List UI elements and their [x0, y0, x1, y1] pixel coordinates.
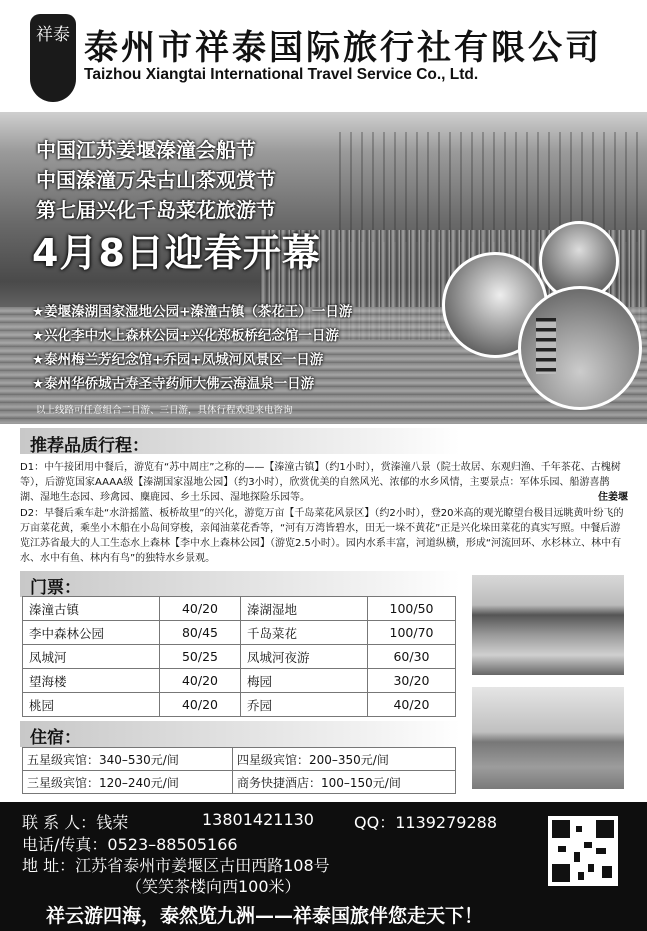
tour-line-2: ★兴化李中水上森林公园+兴化郑板桥纪念馆一日游 — [32, 328, 339, 344]
day-1-stay: 住姜堰 — [598, 492, 628, 503]
ticket-name: 桃园 — [23, 693, 160, 717]
pagoda-icon — [536, 318, 556, 374]
hotels-title-bar — [20, 721, 460, 747]
day-1-label: D1： — [20, 462, 45, 473]
table-row — [23, 771, 456, 794]
ticket-name: 溱潼古镇 — [23, 597, 160, 621]
table-row — [23, 621, 456, 645]
contact-person-label: 联 系 人： — [22, 813, 97, 832]
phone-number: 0523–88505166 — [107, 835, 238, 854]
deer-photo — [472, 687, 624, 789]
company-name-cn: 泰州市祥泰国际旅行社有限公司 — [84, 28, 602, 68]
boat-masts-image — [330, 132, 647, 242]
ticket-price: 30/20 — [368, 669, 456, 693]
ticket-name: 李中森林公园 — [23, 621, 160, 645]
tickets-title-bar — [20, 571, 460, 597]
table-row — [23, 748, 456, 771]
hotel-price: 五星级宾馆：340–530元/间 — [23, 748, 233, 771]
day-2-label: D2： — [20, 508, 45, 519]
festival-line-2: 中国溱潼万朵古山茶观赏节 — [36, 168, 276, 192]
contact-qq-row — [354, 810, 497, 833]
day-1-text: 中午接团用中餐后，游览有“苏中周庄”之称的——【溱潼古镇】（约1小时），赏溱潼八景（院士故居、东观归渔、千年茶花、古槐树等），后游览国家AAAA级【溱湖国家湿地公园】（约3小时），欣赏优美的自然风光、浓郁的水乡风情，主要景点：军体乐园、船游喜鹊湖、湿地生态园、珍禽园、麋鹿园、乡土乐园、湿地探险乐园等。 — [20, 462, 621, 503]
phone-label: 电话/传真： — [22, 835, 108, 854]
ticket-price: 100/50 — [368, 597, 456, 621]
ticket-name: 溱湖湿地 — [241, 597, 368, 621]
ticket-price: 40/20 — [160, 693, 241, 717]
address-note: （笑笑茶楼向西100米） — [126, 877, 301, 896]
header — [0, 0, 647, 112]
hotel-price: 三星级宾馆：120–240元/间 — [23, 771, 233, 794]
wetland-photo — [472, 575, 624, 675]
ticket-name: 梅园 — [241, 669, 368, 693]
contact-person: 钱荣 — [96, 813, 129, 832]
itinerary-day-2 — [20, 506, 628, 566]
festival-line-1: 中国江苏姜堰溱潼会船节 — [36, 138, 256, 162]
address-label: 地 址： — [22, 856, 76, 875]
company-logo — [30, 14, 76, 102]
ticket-price: 40/20 — [160, 669, 241, 693]
qq-label: QQ： — [354, 813, 396, 832]
contact-phone-row — [22, 832, 238, 855]
qr-code[interactable] — [548, 816, 618, 886]
table-row — [23, 669, 456, 693]
tour-note: 以上线路可任意组合二日游、三日游，具体行程欢迎来电咨询 — [36, 405, 293, 416]
tour-line-4: ★泰州华侨城古寿圣寺药师大佛云海温泉一日游 — [32, 376, 315, 392]
ticket-name: 乔园 — [241, 693, 368, 717]
tour-line-3: ★泰州梅兰芳纪念馆+乔园+凤城河风景区一日游 — [32, 352, 324, 368]
hotels-title: 住宿： — [30, 728, 81, 748]
table-row — [23, 693, 456, 717]
contact-person-row — [22, 810, 128, 833]
ticket-price-table — [22, 596, 456, 717]
ticket-name: 凤城河 — [23, 645, 160, 669]
ticket-name: 凤城河夜游 — [241, 645, 368, 669]
hotel-price: 商务快捷酒店：100–150元/间 — [233, 771, 456, 794]
itinerary-day-1 — [20, 460, 628, 505]
table-row — [23, 645, 456, 669]
ticket-price: 40/20 — [368, 693, 456, 717]
opening-date-headline: 4月8日迎春开幕 — [32, 231, 321, 275]
ticket-price: 80/45 — [160, 621, 241, 645]
tour-line-1: ★姜堰溱湖国家湿地公园+溱潼古镇（茶花王）一日游 — [32, 304, 353, 320]
ticket-price: 40/20 — [160, 597, 241, 621]
contact-mobile: 13801421130 — [202, 810, 314, 829]
ticket-price: 100/70 — [368, 621, 456, 645]
day-2-text: 早餐后乘车赴“水浒摇篮、板桥故里”的兴化，游览万亩【千岛菜花风景区】（约2小时），登20米高的观光瞭望台极目远眺黄叶纷飞的万亩菜花黄，乘坐小木船在小岛间穿梭，亲闻油菜花香等，“河有万湾皆碧水，田无一垛不黄花”正是兴化垛田菜花的真实写照。中餐后游览江苏省最大的人工生态水上森林【李中水上森林公园】（游览2.5小时）。园内水系丰富，河道纵横，形成“河流回环、水杉林立、林中有水、水中有鱼、林内有鸟”的独特水乡景观。 — [20, 508, 624, 564]
qq-number: 1139279288 — [395, 813, 497, 832]
itinerary-title: 推荐品质行程： — [30, 436, 149, 456]
festival-line-3: 第七届兴化千岛菜花旅游节 — [36, 198, 276, 222]
ticket-name: 望海楼 — [23, 669, 160, 693]
contact-address-row — [22, 853, 330, 876]
hotel-price: 四星级宾馆：200–350元/间 — [233, 748, 456, 771]
tickets-title: 门票： — [30, 578, 81, 598]
contact-footer — [0, 802, 647, 931]
company-slogan: 祥云游四海，泰然览九洲——祥泰国旅伴您走天下！ — [46, 905, 484, 927]
address: 江苏省泰州市姜堰区古田西路108号 — [75, 856, 330, 875]
ticket-price: 50/25 — [160, 645, 241, 669]
logo-text: 祥泰 — [36, 25, 70, 45]
ticket-price: 60/30 — [368, 645, 456, 669]
ticket-name: 千岛菜花 — [241, 621, 368, 645]
hotel-price-table — [22, 747, 456, 794]
company-name-en: Taizhou Xiangtai International Travel Service Co., Ltd. — [84, 66, 479, 83]
table-row — [23, 597, 456, 621]
